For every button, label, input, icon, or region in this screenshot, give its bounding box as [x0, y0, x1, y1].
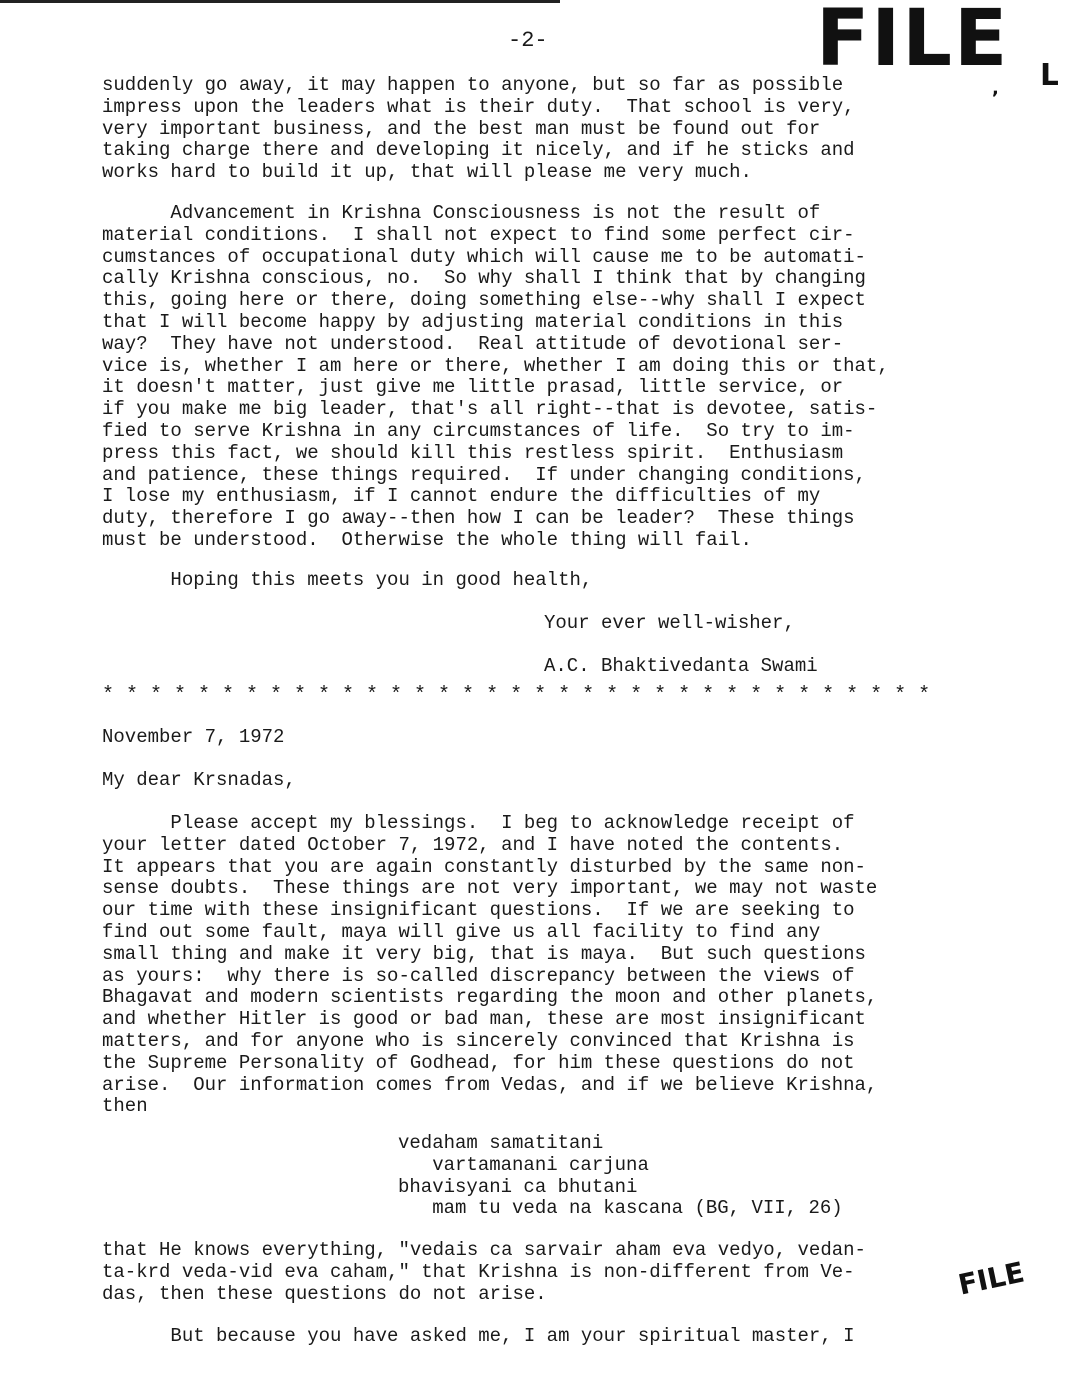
closing-line: Hoping this meets you in good health, [102, 569, 593, 591]
signature: A.C. Bhaktivedanta Swami [544, 655, 818, 677]
file-stamp-top: FILE [816, 0, 1010, 84]
top-edge-rule [0, 0, 560, 3]
paragraph-vedas: that He knows everything, "vedais ca sarvair aham eva vedyo, vedan- ta-krd veda-vid eva caham," that Krishna is non-different from Ve- das, then these questions do not arise. [102, 1239, 866, 1305]
salutation: My dear Krsnadas, [102, 769, 296, 791]
file-stamp-bottom: FILE [955, 1255, 1028, 1302]
regards-line: Your ever well-wisher, [544, 612, 795, 634]
separator-stars: * * * * * * * * * * * * * * * * * * * * * * * * * * * * * * * * * * * [102, 684, 931, 707]
verse-quote: vedaham samatitani vartamanani carjuna bhavisyani ca bhutani mam tu veda na kascana (BG, VII, 26) [398, 1132, 843, 1220]
paragraph-advancement: Advancement in Krishna Consciousness is not the result of material conditions. I shall not expect to find some perfect cir- cumstances of occupational duty which will cause me to be automati- cally Krishna conscious, no. So why shall I think that by changing this, going here or there, doing something else--why shall I expect that I will become happy by adjusting material conditions in this way? They have not understood. Real attitude of devotional ser- vice is, whether I am here or there, whether I am doing this or that, it doesn't matter, just give me little prasad, little service, or if you make me big leader, that's all right--that is devotee, satis- fied to serve Krishna in any circumstances of life. So try to im- press this fact, we should kill this restless spirit. Enthusiasm and patience, these things required. If under changing conditions, I lose my enthusiasm, if I cannot endure the difficulties of my duty, therefore I go away--then how I can be leader? These things must be understood. Otherwise the whole thing will fail. [102, 202, 889, 551]
letter-date: November 7, 1972 [102, 726, 285, 748]
paragraph-main: Please accept my blessings. I beg to acknowledge receipt of your letter dated October 7, 1972, and I have noted the contents. It appears that you are again constantly disturbed by the same non- sense doubts. These things are not very important, we may not waste our time with these insignificant questions. If we are seeking to find out some fault, maya will give us all facility to find any small thing and make it very big, that is maya. But such questions as yours: why there is so-called discrepancy between the views of Bhagavat and modern scientists regarding the moon and other planets, and whether Hitler is good or bad man, these are most insignificant matters, and for anyone who is sincerely convinced that Krishna is the Supreme Personality of Godhead, for him these questions do not arise. Our information comes from Vedas, and if we believe Krishna, then [102, 812, 878, 1118]
paragraph-last: But because you have asked me, I am your spiritual master, I [102, 1325, 855, 1347]
pen-dot: , [992, 78, 999, 99]
pen-mark: ᒪ [1040, 58, 1059, 93]
page-number: -2- [508, 28, 548, 53]
paragraph-continued: suddenly go away, it may happen to anyone, but so far as possible impress upon the leaders what is their duty. That school is very, very important business, and the best man must be found out for taking charge there and developing it nicely, and if he sticks and works hard to build it up, that will please me very much. [102, 74, 855, 184]
